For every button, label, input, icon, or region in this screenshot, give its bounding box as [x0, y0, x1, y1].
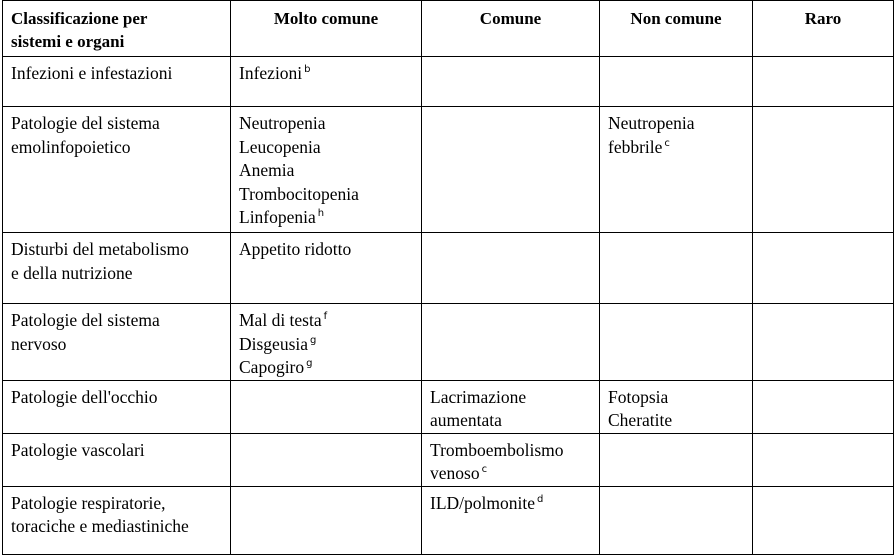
cell-molto-comune	[231, 57, 422, 107]
cell-non-comune	[600, 233, 753, 304]
cell-raro	[753, 107, 894, 233]
reaction-text: Lacrimazione	[430, 386, 527, 407]
cell-soc	[3, 433, 231, 486]
reaction-term	[239, 136, 413, 160]
cell-raro	[753, 57, 894, 107]
reaction-text: Anemia	[239, 160, 295, 180]
reaction-text: Capogiro	[239, 357, 305, 377]
reaction-text: Cheratite	[608, 410, 673, 430]
cell-molto-comune	[231, 233, 422, 304]
reaction-text: Disgeusia	[239, 333, 309, 354]
cell-non-comune	[600, 57, 753, 107]
reaction-term	[239, 183, 413, 207]
reaction-term	[239, 309, 413, 333]
cell-raro	[753, 486, 894, 554]
cell-soc	[3, 486, 231, 554]
cell-comune	[422, 304, 600, 381]
table-row	[3, 233, 894, 304]
cell-soc	[3, 107, 231, 233]
reaction-text: ILD/polmonite	[430, 492, 535, 513]
reaction-term	[608, 409, 744, 433]
table-row	[3, 107, 894, 233]
cell-non-comune	[600, 486, 753, 554]
cell-comune	[422, 380, 600, 433]
cell-comune	[422, 57, 600, 107]
reaction-text: Neutropenia	[608, 113, 695, 133]
table-body	[3, 57, 894, 555]
table-row	[3, 304, 894, 381]
reaction-term	[430, 492, 591, 516]
header-soc	[3, 1, 231, 57]
footnote-marker: h	[317, 208, 325, 219]
reaction-term	[430, 386, 591, 410]
cell-soc	[3, 304, 231, 381]
reaction-term	[430, 409, 591, 433]
table-row	[3, 486, 894, 554]
soc-line: Disturbi del metabolismo	[11, 239, 189, 259]
cell-soc	[3, 57, 231, 107]
reaction-text: Fotopsia	[608, 386, 669, 407]
reaction-term	[239, 159, 413, 183]
reaction-text: Infezioni	[239, 63, 303, 83]
soc-line: Patologie del sistema	[11, 310, 160, 330]
cell-comune	[422, 107, 600, 233]
reaction-term	[430, 462, 591, 486]
table-row	[3, 57, 894, 107]
reaction-term	[608, 386, 744, 410]
reaction-text: Neutropenia	[239, 113, 326, 133]
cell-soc	[3, 380, 231, 433]
footnote-marker: g	[306, 358, 313, 369]
footnote-marker: c	[664, 137, 670, 149]
table-row	[3, 433, 894, 486]
cell-comune	[422, 233, 600, 304]
soc-line: Infezioni e infestazioni	[11, 63, 173, 83]
reaction-term	[239, 333, 413, 357]
cell-molto-comune	[231, 486, 422, 554]
reaction-text: Tromboembolismo	[430, 439, 564, 460]
reaction-text: Leucopenia	[239, 136, 321, 157]
soc-line: emolinfopoietico	[11, 136, 131, 157]
reaction-text: venoso	[430, 463, 480, 483]
soc-line: e della nutrizione	[11, 262, 133, 283]
cell-molto-comune	[231, 380, 422, 433]
soc-line: Patologie dell'occhio	[11, 386, 158, 407]
cell-raro	[753, 380, 894, 433]
soc-line: Patologie del sistema	[11, 113, 160, 133]
cell-non-comune	[600, 304, 753, 381]
reaction-text: febbrile	[608, 136, 663, 157]
cell-molto-comune	[231, 304, 422, 381]
cell-raro	[753, 233, 894, 304]
header-row	[3, 1, 894, 57]
reaction-text: Linfopenia	[239, 207, 316, 227]
soc-line: Patologie respiratorie,	[11, 492, 166, 513]
reaction-term	[608, 112, 744, 136]
footnote-marker: f	[323, 311, 328, 322]
header-molto-comune: Molto comune	[231, 1, 422, 57]
cell-raro	[753, 433, 894, 486]
reaction-term	[430, 439, 591, 463]
footnote-marker: b	[304, 64, 311, 75]
reaction-text: Trombocitopenia	[239, 183, 359, 204]
header-raro: Raro	[753, 1, 894, 57]
cell-non-comune	[600, 380, 753, 433]
header-comune: Comune	[422, 1, 600, 57]
table-row	[3, 380, 894, 433]
footnote-marker: g	[310, 334, 317, 346]
header-soc-line: sistemi e organi	[11, 32, 125, 51]
cell-soc	[3, 233, 231, 304]
cell-molto-comune	[231, 433, 422, 486]
reaction-text: Mal di testa	[239, 310, 322, 330]
header-soc-line: Classificazione per	[11, 9, 148, 28]
cell-raro	[753, 304, 894, 381]
cell-comune	[422, 486, 600, 554]
soc-line: Patologie vascolari	[11, 439, 145, 460]
soc-line: nervoso	[11, 333, 67, 354]
adverse-reactions-table	[2, 0, 894, 555]
cell-non-comune	[600, 433, 753, 486]
reaction-term	[239, 356, 413, 380]
reaction-term	[608, 136, 744, 160]
reaction-term	[239, 206, 413, 230]
footnote-marker: d	[536, 493, 544, 505]
reaction-term	[239, 238, 413, 262]
soc-line: toraciche e mediastiniche	[11, 516, 189, 536]
reaction-term	[239, 112, 413, 136]
reaction-text: aumentata	[430, 410, 502, 430]
footnote-marker: c	[481, 464, 488, 475]
reaction-text: Appetito ridotto	[239, 239, 352, 259]
cell-comune	[422, 433, 600, 486]
cell-non-comune	[600, 107, 753, 233]
header-non-comune: Non comune	[600, 1, 753, 57]
cell-molto-comune	[231, 107, 422, 233]
reaction-term	[239, 62, 413, 86]
